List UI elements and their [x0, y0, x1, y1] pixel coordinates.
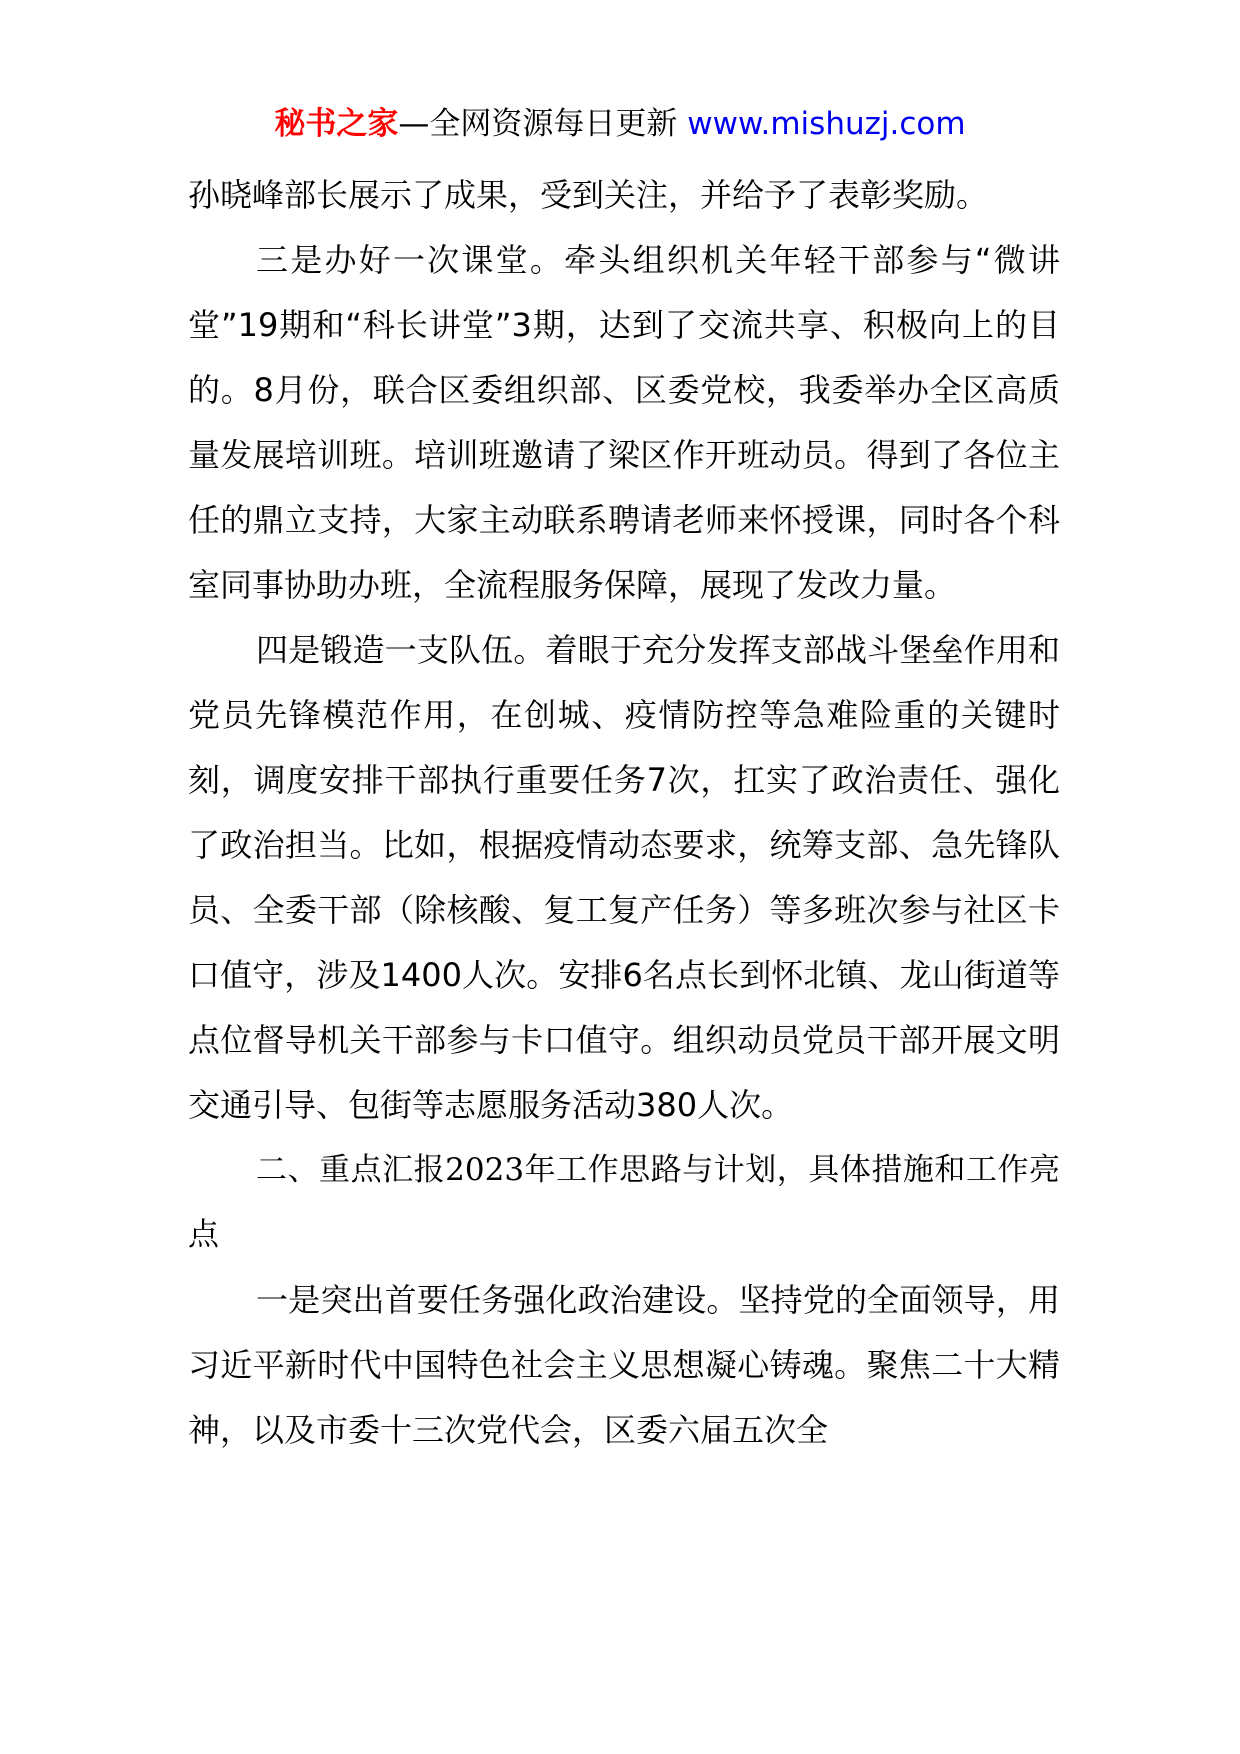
site-tagline: —全网资源每日更新: [398, 106, 688, 142]
paragraph-continuation: 孙晓峰部长展示了成果，受到关注，并给予了表彰奖励。: [188, 176, 989, 214]
paragraph-political-building: 一是突出首要任务强化政治建设。坚持党的全面领导，用习近平新时代中国特色社会主义思想凝心铸魂。聚焦二十大精神，以及市委十三次党代会，区委六届五次全: [188, 1281, 1060, 1449]
section-heading: 二、重点汇报2023年工作思路与计划，具体措施和工作亮点: [188, 1152, 1060, 1253]
watermark-header: [0, 100, 1240, 148]
paragraph-classroom: 三是办好一次课堂。牵头组织机关年轻干部参与“微讲堂”19期和“科长讲堂”3期，达到了交流共享、积极向上的目的。8月份，联合区委组织部、区委党校，我委举办全区高质量发展培训班。培训班邀请了梁区作开班动员。得到了各位主任的鼎立支持，大家主动联系聘请老师来怀授课，同时各个科室同事协助办班，全流程服务保障，展现了发改力量。: [188, 241, 1060, 604]
document-body: [188, 163, 1060, 1463]
site-brand: 秘书之家: [274, 106, 399, 142]
paragraph-team: 四是锻造一支队伍。着眼于充分发挥支部战斗堡垒作用和党员先锋模范作用，在创城、疫情防控等急难险重的关键时刻，调度安排干部执行重要任务7次，扛实了政治责任、强化了政治担当。比如，根据疫情动态要求，统筹支部、急先锋队员、全委干部（除核酸、复工复产任务）等多班次参与社区卡口值守，涉及1400人次。安排6名点长到怀北镇、龙山街道等点位督导机关干部参与卡口值守。组织动员党员干部开展文明交通引导、包街等志愿服务活动380人次。: [188, 631, 1060, 1124]
site-url-link[interactable]: www.mishuzj.com: [687, 106, 966, 142]
